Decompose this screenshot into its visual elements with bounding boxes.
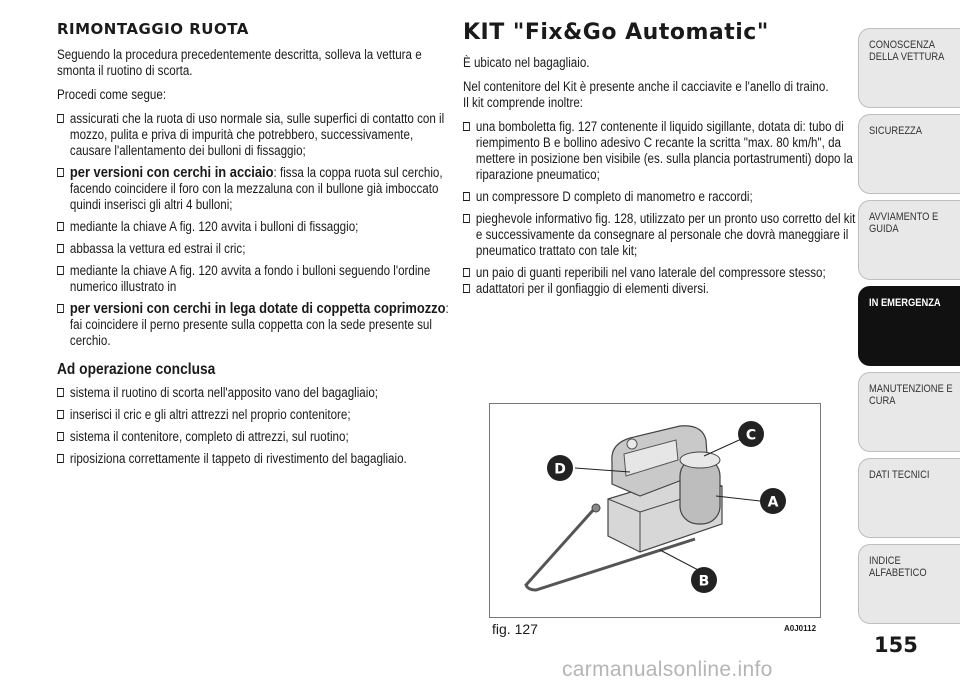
end-step-item: sistema il contenitore, completo di attrezzi, sul ruotino; [57, 429, 449, 445]
tab-label: AVVIAMENTO E GUIDA [869, 211, 939, 235]
kit-includes-label: Il kit comprende inoltre: [463, 95, 584, 110]
figure-code: A0J0112 [784, 624, 817, 633]
end-step-item: inserisci il cric e gli altri attrezzi nel proprio contenitore; [57, 407, 449, 423]
subheading-conclusa: Ad operazione conclusa [57, 361, 216, 378]
chapter-tabs [858, 28, 960, 630]
section-heading-rimontaggio: RIMONTAGGIO RUOTA [57, 20, 249, 38]
end-step-item: riposiziona correttamente il tappeto di rivestimento del bagagliaio. [57, 451, 449, 467]
tab-avviamento[interactable] [858, 200, 960, 280]
step-item: mediante la chiave A fig. 120 avvita i bulloni di fissaggio; [57, 219, 449, 235]
end-step-item: sistema il ruotino di scorta nell'apposito vano del bagagliaio; [57, 385, 449, 401]
tab-in-emergenza[interactable] [858, 286, 960, 366]
watermark: carmanualsonline.info [562, 658, 773, 681]
right-column [463, 20, 856, 303]
intro-paragraph: Seguendo la procedura precedentemente descritta, solleva la vettura e smonta il ruotino di scorta. [57, 47, 422, 78]
tab-label: INDICE ALFABETICO [869, 555, 927, 579]
left-column [57, 20, 449, 473]
step-text: : fai coincidere il perno presente sulla coppetta con la sede presente sul cerchio. [69, 301, 449, 348]
tab-dati-tecnici[interactable] [858, 458, 960, 538]
compressor-kit-drawing [490, 404, 820, 617]
step-text: : fissa la coppa ruota sul cerchio, facendo coincidere il foro con la mezzaluna con il bullone già imboccato quindi inserisci gli altri 4 bulloni; [69, 165, 443, 212]
page-number: 155 [874, 633, 918, 657]
step-bold: per versioni con cerchi in acciaio [69, 164, 274, 181]
label-b: B [698, 573, 710, 590]
step-item [57, 301, 449, 349]
step-item: mediante la chiave A fig. 120 avvita a fondo i bulloni seguendo l'ordine numerico illustrato in [57, 263, 449, 295]
bottle-cap [680, 452, 720, 468]
kit-item: un paio di guanti reperibili nel vano laterale del compressore stesso; [463, 265, 860, 281]
tab-label: SICUREZZA [869, 125, 922, 137]
tab-label: DATI TECNICI [869, 469, 930, 481]
figure-caption: fig. 127 [492, 621, 538, 637]
label-c: C [745, 427, 757, 444]
kit-contents-note: Nel contenitore del Kit è presente anche il cacciavite e l'anello di traino. [463, 79, 829, 94]
hose-valve [592, 504, 600, 512]
label-d: D [554, 461, 566, 478]
kit-location: È ubicato nel bagagliaio. [463, 55, 590, 70]
kit-item: un compressore D completo di manometro e raccordi; [463, 189, 860, 205]
procedure-label: Procedi come segue: [57, 87, 167, 102]
kit-item: adattatori per il gonfiaggio di elementi diversi. [463, 281, 860, 297]
tab-sicurezza[interactable] [858, 114, 960, 194]
figure-127-kit-illustration [489, 403, 821, 618]
tab-label: IN EMERGENZA [869, 297, 941, 309]
callout-line-b [660, 550, 702, 572]
tab-label: MANUTENZIONE E CURA [869, 383, 953, 407]
step-bold: per versioni con cerchi in lega dotate di coppetta coprimozzo [69, 300, 446, 317]
step-item: assicurati che la ruota di uso normale sia, sulle superfici di contatto con il mozzo, pulita e priva di impurità che potrebbero, successivamente, causare l'allentamento dei bulloni di fissaggio; [57, 111, 449, 159]
tab-indice[interactable] [858, 544, 960, 624]
step-item [57, 165, 449, 213]
label-a: A [767, 494, 779, 511]
section-heading-kit: KIT "Fix&Go Automatic" [463, 20, 769, 45]
tab-manutenzione[interactable] [858, 372, 960, 452]
tab-conoscenza[interactable] [858, 28, 960, 108]
kit-item: pieghevole informativo fig. 128, utilizzato per un pronto uso corretto del kit e successivamente da consegnare al personale che dovrà maneggiare il pneumatico trattato con tale kit; [463, 211, 860, 259]
tab-label: CONOSCENZA DELLA VETTURA [869, 39, 945, 63]
kit-item: una bomboletta fig. 127 contenente il liquido sigillante, dotata di: tubo di riempimento B e bollino adesivo C recante la scritta "max. 80 km/h", da mettere in posizione ben visibile (es. sulla plancia portastrumenti) dopo la riparazione pneumatico; [463, 119, 860, 183]
step-item: abbassa la vettura ed estrai il cric; [57, 241, 449, 257]
pressure-gauge [627, 439, 637, 449]
